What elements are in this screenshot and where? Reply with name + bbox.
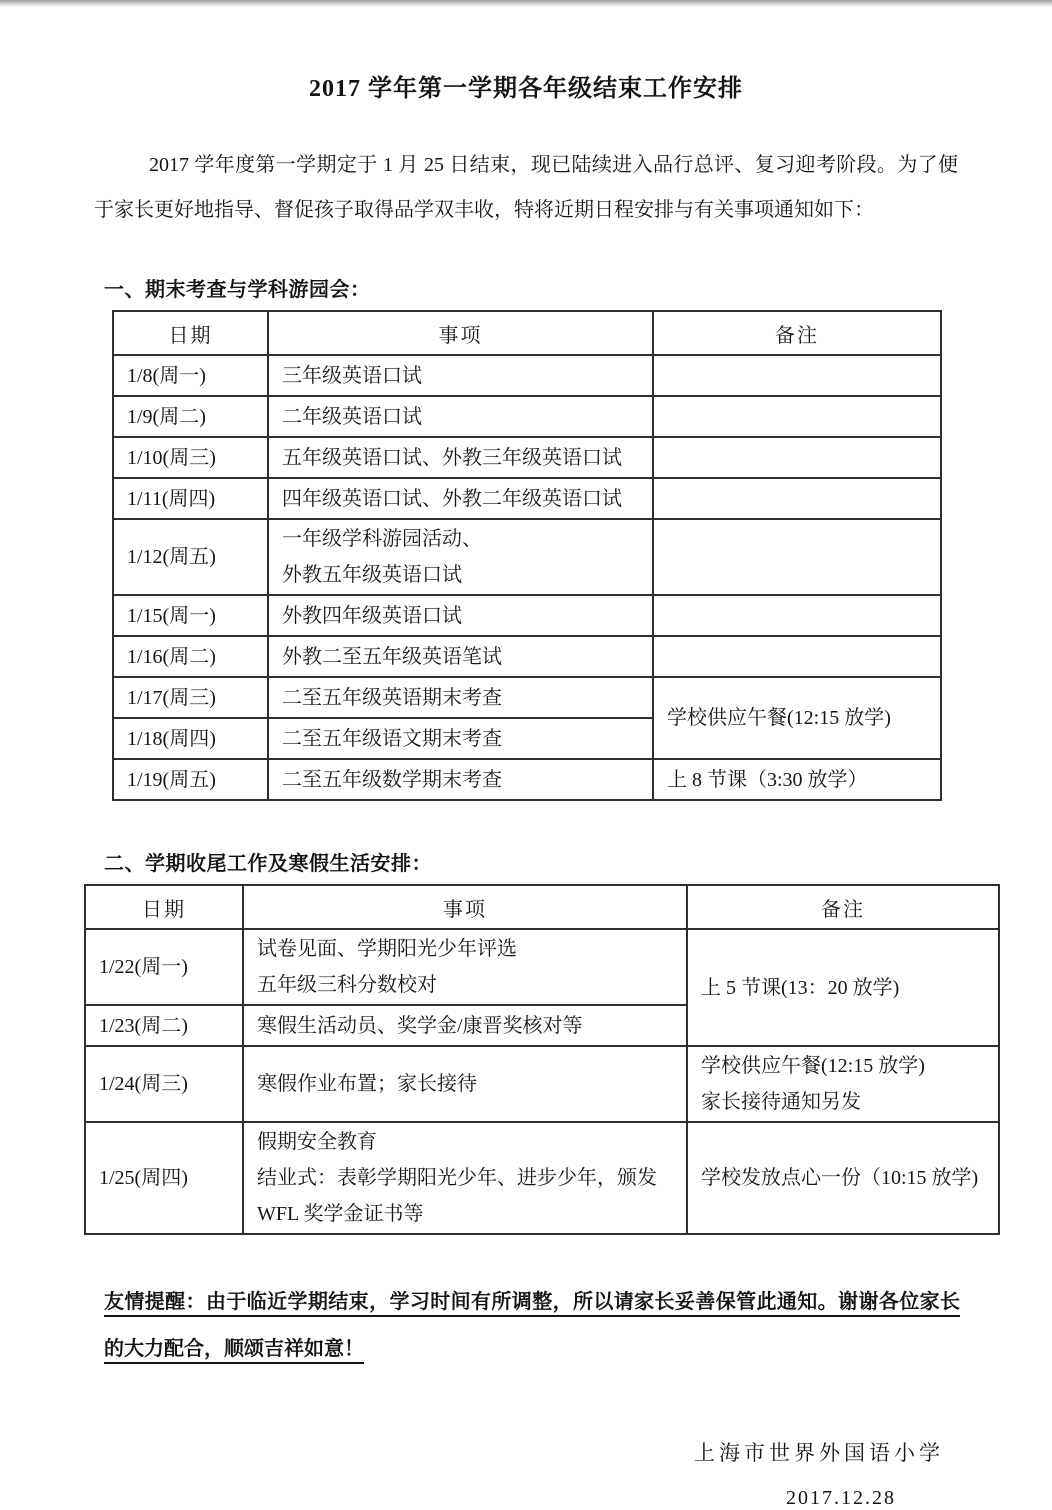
intro-paragraph: 2017 学年度第一学期定于 1 月 25 日结束，现已陆续进入品行总评、复习迎考阶段。为了便于家长更好地指导、督促孩子取得品学双丰收，特将近期日程安排与有关事项通知如下： bbox=[94, 154, 958, 221]
table-row bbox=[85, 1122, 999, 1234]
table-row bbox=[113, 437, 941, 478]
section-semester-wrapup bbox=[0, 847, 1052, 1235]
event-cell: 寒假生活动员、奖学金/康晋奖核对等 bbox=[243, 1005, 687, 1046]
date-cell: 1/19(周五) bbox=[113, 759, 268, 800]
date-cell: 1/24(周三) bbox=[85, 1046, 243, 1122]
date-cell: 1/9(周二) bbox=[113, 396, 268, 437]
document-title: 2017 学年第一学期各年级结束工作安排 bbox=[309, 76, 743, 102]
column-header: 日期 bbox=[85, 885, 243, 929]
column-header: 事项 bbox=[243, 885, 687, 929]
event-cell: 假期安全教育 结业式：表彰学期阳光少年、进步少年，颁发 WFL 奖学金证书等 bbox=[243, 1122, 687, 1234]
column-header: 日期 bbox=[113, 311, 268, 355]
table-row bbox=[113, 478, 941, 519]
event-cell: 二年级英语口试 bbox=[268, 396, 653, 437]
date-cell: 1/22(周一) bbox=[85, 929, 243, 1005]
date-cell: 1/17(周三) bbox=[113, 677, 268, 718]
event-cell: 一年级学科游园活动、 外教五年级英语口试 bbox=[268, 519, 653, 595]
note-cell: 学校供应午餐(12:15 放学) bbox=[653, 677, 941, 759]
note-cell bbox=[653, 636, 941, 677]
exam-schedule-table bbox=[112, 310, 942, 801]
table-row bbox=[113, 355, 941, 396]
header-row bbox=[113, 311, 941, 355]
page-top-shadow bbox=[0, 0, 1052, 7]
note-cell: 上 8 节课（3:30 放学） bbox=[653, 759, 941, 800]
column-header: 备注 bbox=[687, 885, 999, 929]
event-cell: 试卷见面、学期阳光少年评选 五年级三科分数校对 bbox=[243, 929, 687, 1005]
note-cell bbox=[653, 478, 941, 519]
date-cell: 1/16(周二) bbox=[113, 636, 268, 677]
event-cell: 外教四年级英语口试 bbox=[268, 595, 653, 636]
event-cell: 外教二至五年级英语笔试 bbox=[268, 636, 653, 677]
event-cell: 五年级英语口试、外教三年级英语口试 bbox=[268, 437, 653, 478]
column-header: 备注 bbox=[653, 311, 941, 355]
date-cell: 1/12(周五) bbox=[113, 519, 268, 595]
table-row bbox=[85, 929, 999, 1005]
table-row bbox=[113, 396, 941, 437]
date-cell: 1/10(周三) bbox=[113, 437, 268, 478]
header-row bbox=[85, 885, 999, 929]
column-header: 事项 bbox=[268, 311, 653, 355]
note-cell: 学校发放点心一份（10:15 放学) bbox=[687, 1122, 999, 1234]
date-cell: 1/15(周一) bbox=[113, 595, 268, 636]
note-cell bbox=[653, 396, 941, 437]
event-cell: 寒假作业布置；家长接待 bbox=[243, 1046, 687, 1122]
table-row bbox=[113, 595, 941, 636]
signature-school: 上海市世界外国语小学 bbox=[694, 1441, 944, 1465]
table-row bbox=[113, 677, 941, 718]
wrapup-schedule-table bbox=[84, 884, 1000, 1235]
signature-date: 2017.12.28 bbox=[786, 1487, 896, 1509]
date-cell: 1/23(周二) bbox=[85, 1005, 243, 1046]
section-final-exams bbox=[0, 273, 1052, 801]
date-cell: 1/11(周四) bbox=[113, 478, 268, 519]
note-cell: 学校供应午餐(12:15 放学) 家长接待通知另发 bbox=[687, 1046, 999, 1122]
event-cell: 二至五年级英语期末考查 bbox=[268, 677, 653, 718]
table-row bbox=[113, 636, 941, 677]
date-cell: 1/8(周一) bbox=[113, 355, 268, 396]
section1-heading: 一、期末考查与学科游园会： bbox=[104, 279, 371, 301]
section2-heading: 二、学期收尾工作及寒假生活安排： bbox=[104, 853, 432, 875]
note-cell bbox=[653, 437, 941, 478]
event-cell: 四年级英语口试、外教二年级英语口试 bbox=[268, 478, 653, 519]
table-row bbox=[113, 519, 941, 595]
date-cell: 1/25(周四) bbox=[85, 1122, 243, 1234]
note-cell bbox=[653, 519, 941, 595]
table-row bbox=[85, 1046, 999, 1122]
event-cell: 二至五年级数学期末考查 bbox=[268, 759, 653, 800]
date-cell: 1/18(周四) bbox=[113, 718, 268, 759]
note-cell bbox=[653, 355, 941, 396]
event-cell: 二至五年级语文期末考查 bbox=[268, 718, 653, 759]
reminder-paragraph: 友情提醒：由于临近学期结束，学习时间有所调整，所以请家长妥善保管此通知。谢谢各位家长的大力配合，顺颂吉祥如意！ bbox=[104, 1291, 960, 1360]
table-row bbox=[113, 759, 941, 800]
signature-block bbox=[0, 1437, 1052, 1510]
note-cell: 上 5 节课(13：20 放学) bbox=[687, 929, 999, 1046]
note-cell bbox=[653, 595, 941, 636]
event-cell: 三年级英语口试 bbox=[268, 355, 653, 396]
